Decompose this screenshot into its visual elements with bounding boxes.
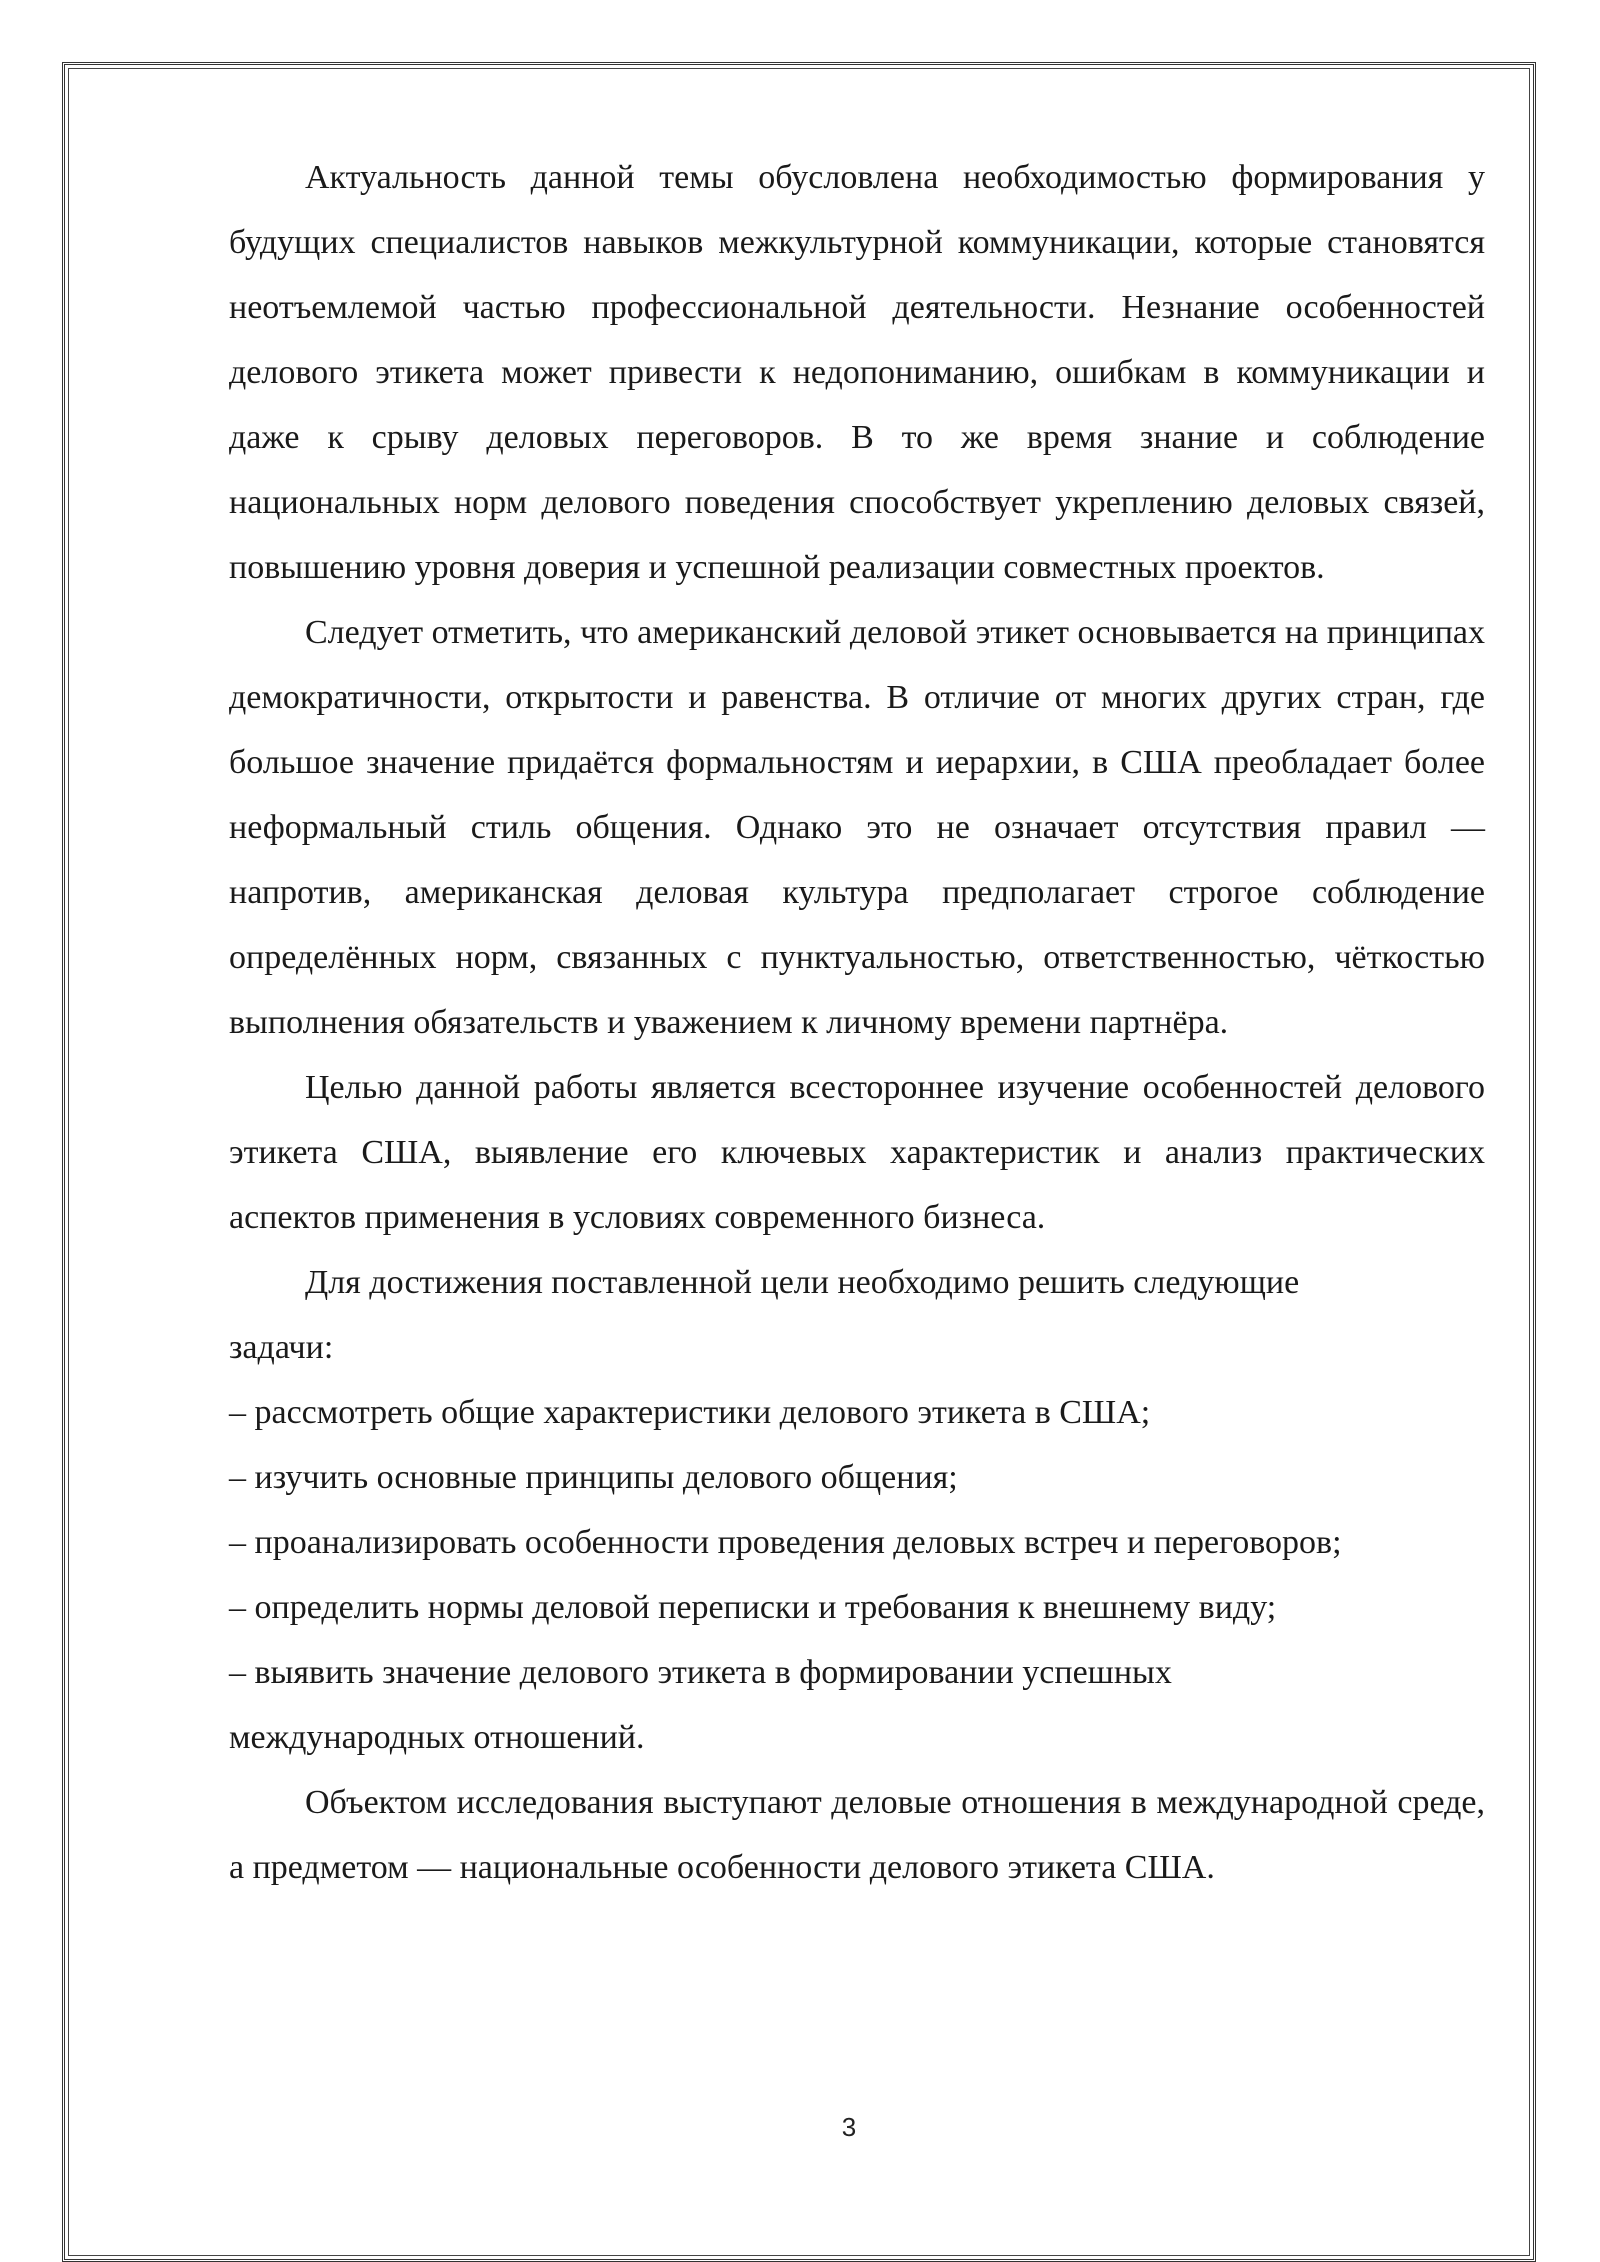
paragraph-goal: Целью данной работы является всестороннее изучение особенностей делового этикета США, выявление его ключевых характеристик и анализ практических аспектов применения в условиях современного бизнеса. xyxy=(229,1069,1485,1236)
task-list xyxy=(229,1380,1485,1770)
list-item: – изучить основные принципы делового общения; xyxy=(229,1459,958,1496)
list-item: – выявить значение делового этикета в формировании успешных международных отношений. xyxy=(229,1654,1172,1756)
list-item: – рассмотреть общие характеристики делового этикета в США; xyxy=(229,1394,1151,1431)
paragraph-object-subject: Объектом исследования выступают деловые отношения в международной среде, а предметом — национальные особенности делового этикета США. xyxy=(229,1784,1485,1886)
list-item: – определить нормы деловой переписки и требования к внешнему виду; xyxy=(229,1589,1277,1626)
paragraph-relevance: Актуальность данной темы обусловлена необходимостью формирования у будущих специалистов навыков межкультурной коммуникации, которые становятся неотъемлемой частью профессиональной деятельности. Незнание особенностей делового этикета может привести к недопониманию, ошибкам в коммуникации и даже к срыву деловых переговоров. В то же время знание и соблюдение национальных норм делового поведения способствует укреплению деловых связей, повышению уровня доверия и успешной реализации совместных проектов. xyxy=(229,159,1485,586)
list-item: – проанализировать особенности проведения деловых встреч и переговоров; xyxy=(229,1524,1342,1561)
page-number: 3 xyxy=(841,2112,857,2142)
paragraph-american-etiquette: Следует отметить, что американский деловой этикет основывается на принципах демократичности, открытости и равенства. В отличие от многих других стран, где большое значение придаётся формальностям и иерархии, в США преобладает более неформальный стиль общения. Однако это не означает отсутствия правил — напротив, американская деловая культура предполагает строгое соблюдение определённых норм, связанных с пунктуальностью, ответственностью, чёткостью выполнения обязательств и уважением к личному времени партнёра. xyxy=(229,614,1485,1041)
document-body xyxy=(229,145,1485,1900)
tasks-intro: Для достижения поставленной цели необходимо решить следующие задачи: xyxy=(229,1264,1300,1366)
